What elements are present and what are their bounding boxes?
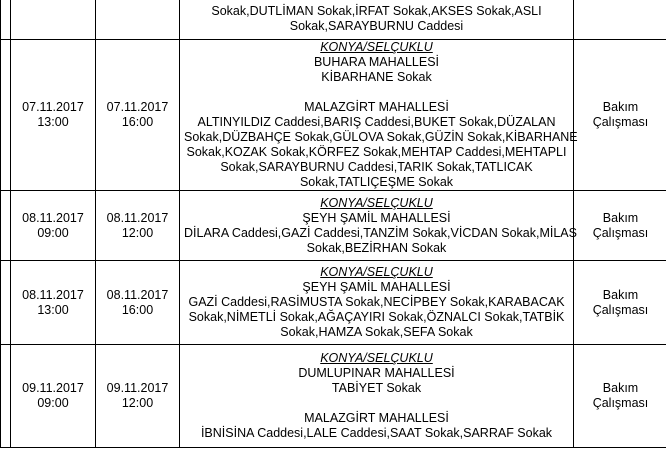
end-time: 16:00: [121, 302, 154, 317]
neighborhood-name: ŞEYH ŞAMİL MAHALLESİ: [302, 210, 451, 225]
start-datetime-cell: [11, 191, 96, 261]
neighborhood-name: MALAZGİRT MAHALLESİ: [304, 411, 449, 425]
row-marker-cell: [1, 40, 11, 191]
row-marker-cell: [1, 345, 11, 448]
start-datetime-cell: [11, 40, 96, 191]
region-label: KONYA/SELÇUKLU: [320, 351, 433, 365]
street-list-line: Sokak,SARAYBURNU Caddesi,TARIK Sokak,TATLICAK: [220, 160, 533, 174]
neighborhood-name: MALAZGİRT MAHALLESİ: [304, 100, 449, 114]
street-list-line: Sokak,SARAYBURNU Caddesi: [289, 19, 464, 33]
end-datetime-cell: [96, 261, 180, 345]
schedule-row: [1, 261, 666, 345]
end-datetime-cell: [96, 40, 180, 191]
end-time: 12:00: [121, 225, 154, 240]
neighborhood-name: BUHARA MAHALLESİ: [313, 55, 440, 69]
start-time: 09:00: [37, 225, 69, 240]
end-time: 12:00: [121, 396, 154, 410]
location-cell: [180, 345, 574, 448]
schedule-body: [1, 0, 666, 448]
schedule-row: [1, 191, 666, 261]
region-label: KONYA/SELÇUKLU: [320, 265, 433, 279]
street-list-line: Sokak,NİMETLİ Sokak,AĞAÇAYIRI Sokak,ÖZNALCI Sokak,TATBİK: [188, 310, 565, 324]
location-cell: [180, 191, 577, 261]
row-marker-cell: [1, 261, 11, 345]
location-cell: [180, 261, 574, 345]
end-date: 09.11.2017: [106, 381, 169, 395]
end-date: 08.11.2017: [106, 287, 169, 302]
street-list-line: Sokak,DUTLİMAN Sokak,İRFAT Sokak,AKSES Sokak,ASLI: [211, 4, 542, 18]
start-date: 08.11.2017: [22, 210, 84, 225]
work-type-label: Bakım Çalışması: [592, 100, 649, 129]
location-cell: [180, 0, 574, 40]
work-type-cell: [574, 191, 666, 261]
street-list-line: Sokak,KOZAK Sokak,KÖRFEZ Sokak,MEHTAP Caddesi,MEHTAPLI: [186, 145, 567, 159]
start-time: 09:00: [37, 396, 69, 410]
location-cell: [180, 40, 578, 191]
street-list-line: Sokak,BEZİRHAN Sokak: [306, 240, 447, 255]
work-type-label: Bakım Çalışması: [592, 381, 649, 410]
start-date: 09.11.2017: [22, 381, 84, 395]
start-datetime-cell: [11, 0, 96, 40]
end-datetime-cell: [96, 0, 180, 40]
group-spacer: [184, 85, 569, 100]
end-date: 08.11.2017: [106, 210, 169, 225]
schedule-row: [1, 345, 666, 448]
neighborhood-name: ŞEYH ŞAMİL MAHALLESİ: [302, 280, 451, 294]
street-list-line: İBNİSİNA Caddesi,LALE Caddesi,SAAT Sokak,SARRAF Sokak: [200, 426, 553, 440]
start-datetime-cell: [11, 261, 96, 345]
street-list-line: DİLARA Caddesi,GAZİ Caddesi,TANZİM Sokak,VİCDAN Sokak,MİLAS: [184, 225, 577, 240]
region-label: KONYA/SELÇUKLU: [320, 195, 433, 210]
start-time: 13:00: [37, 115, 69, 129]
region-label: KONYA/SELÇUKLU: [320, 40, 433, 54]
row-marker-cell: [1, 0, 11, 40]
start-date: 07.11.2017: [22, 100, 84, 114]
work-type-cell: [574, 0, 666, 40]
end-date: 07.11.2017: [106, 100, 169, 114]
start-time: 13:00: [37, 302, 69, 317]
end-datetime-cell: [96, 191, 180, 261]
end-datetime-cell: [96, 345, 180, 448]
row-marker-cell: [1, 191, 11, 261]
work-type-cell: [574, 40, 666, 191]
start-date: 08.11.2017: [22, 287, 84, 302]
schedule-row: [1, 0, 666, 40]
street-list-line: Sokak,DÜZBAHÇE Sokak,GÜLOVA Sokak,GÜZİN Sokak,KİBARHANE: [184, 130, 578, 144]
work-type-label: Bakım Çalışması: [592, 287, 649, 317]
neighborhood-name: DUMLUPINAR MAHALLESİ: [298, 366, 455, 380]
street-list-line: GAZİ Caddesi,RASİMUSTA Sokak,NECİPBEY Sokak,KARABACAK: [188, 295, 565, 309]
street-list-line: Sokak,TATLIÇEŞME Sokak: [299, 175, 454, 189]
schedule-row: [1, 40, 666, 191]
work-type-cell: [574, 261, 666, 345]
street-list-line: TABİYET Sokak: [331, 381, 422, 395]
start-datetime-cell: [11, 345, 96, 448]
work-type-label: Bakım Çalışması: [592, 210, 649, 240]
work-type-cell: [574, 345, 666, 448]
street-list-line: KİBARHANE Sokak: [321, 70, 432, 84]
end-time: 16:00: [121, 115, 154, 129]
group-spacer: [184, 396, 569, 411]
street-list-line: ALTINYILDIZ Caddesi,BARIŞ Caddesi,BUKET Sokak,DÜZALAN: [197, 115, 556, 129]
street-list-line: Sokak,HAMZA Sokak,SEFA Sokak: [280, 325, 473, 339]
